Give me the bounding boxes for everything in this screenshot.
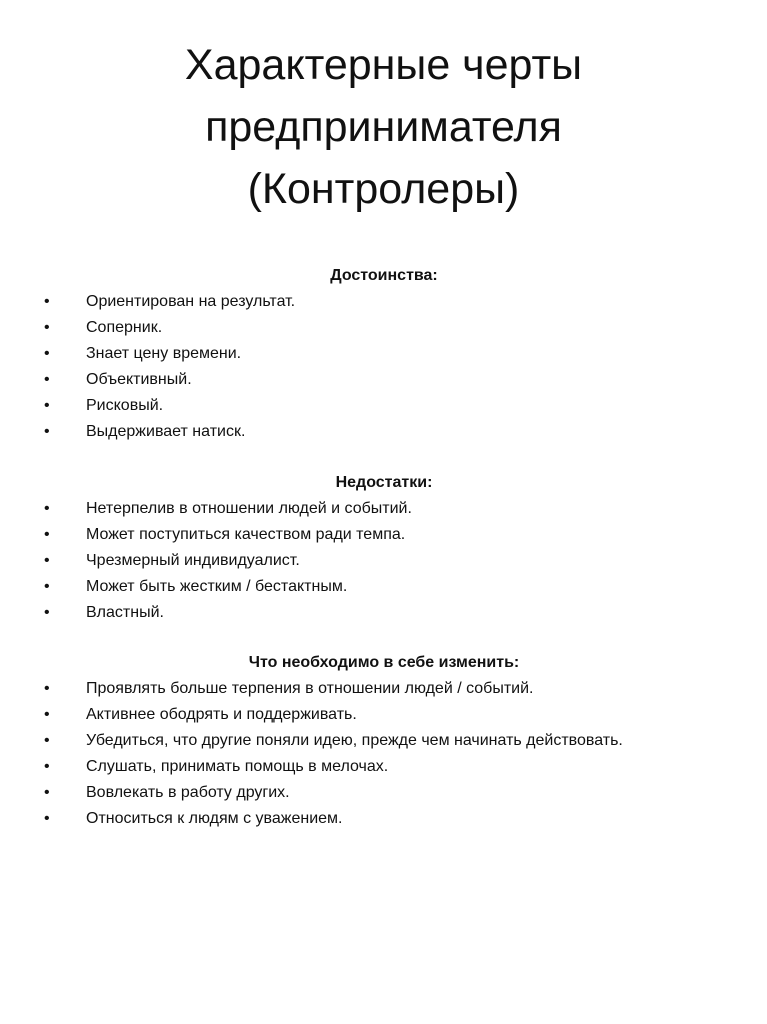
list-item: • Ориентирован на результат. — [44, 293, 296, 310]
bullet-icon: • — [44, 423, 50, 440]
section-heading-improvements: Что необходимо в себе изменить: — [248, 654, 520, 671]
bullet-icon: • — [44, 732, 50, 749]
section-heading-weaknesses: Недостатки: — [335, 474, 433, 491]
title-line-3: (Контролеры) — [247, 165, 520, 213]
bullet-icon: • — [44, 578, 50, 595]
section-strengths — [44, 266, 724, 448]
bullet-icon: • — [44, 526, 50, 543]
list-item: • Убедиться, что другие поняли идею, прежде чем начинать действовать. — [44, 732, 623, 749]
strengths-list — [44, 292, 724, 442]
bullet-icon: • — [44, 680, 50, 697]
list-item: • Может быть жестким / бестактным. — [44, 578, 348, 595]
improvements-list — [44, 679, 724, 829]
list-item: • Объективный. — [44, 371, 192, 388]
list-item: • Выдерживает натиск. — [44, 423, 246, 440]
weaknesses-list — [44, 499, 724, 623]
section-weaknesses — [44, 473, 724, 629]
list-item: • Активнее ободрять и поддерживать. — [44, 706, 357, 723]
list-item: • Нетерпелив в отношении людей и событий. — [44, 500, 412, 517]
bullet-icon: • — [44, 371, 50, 388]
bullet-icon: • — [44, 397, 50, 414]
list-item: • Знает цену времени. — [44, 345, 242, 362]
section-heading-strengths: Достоинства: — [330, 267, 438, 284]
bullet-icon: • — [44, 758, 50, 775]
list-item: • Относиться к людям с уважением. — [44, 810, 343, 827]
bullet-icon: • — [44, 293, 50, 310]
bullet-icon: • — [44, 552, 50, 569]
list-item: • Рисковый. — [44, 397, 164, 414]
title-line-1: Характерные черты — [184, 41, 583, 89]
list-item: • Вовлекать в работу других. — [44, 784, 290, 801]
section-improvements — [44, 653, 724, 835]
list-item: • Соперник. — [44, 319, 163, 336]
list-item: • Чрезмерный индивидуалист. — [44, 552, 300, 569]
bullet-icon: • — [44, 784, 50, 801]
list-item: • Проявлять больше терпения в отношении людей / событий. — [44, 680, 534, 697]
bullet-icon: • — [44, 810, 50, 827]
list-item: • Властный. — [44, 604, 164, 621]
bullet-icon: • — [44, 604, 50, 621]
bullet-icon: • — [44, 500, 50, 517]
list-item: • Слушать, принимать помощь в мелочах. — [44, 758, 389, 775]
page-title — [40, 34, 727, 220]
bullet-icon: • — [44, 319, 50, 336]
list-item: • Может поступиться качеством ради темпа. — [44, 526, 406, 543]
bullet-icon: • — [44, 706, 50, 723]
bullet-icon: • — [44, 345, 50, 362]
title-line-2: предпринимателя — [205, 103, 562, 151]
